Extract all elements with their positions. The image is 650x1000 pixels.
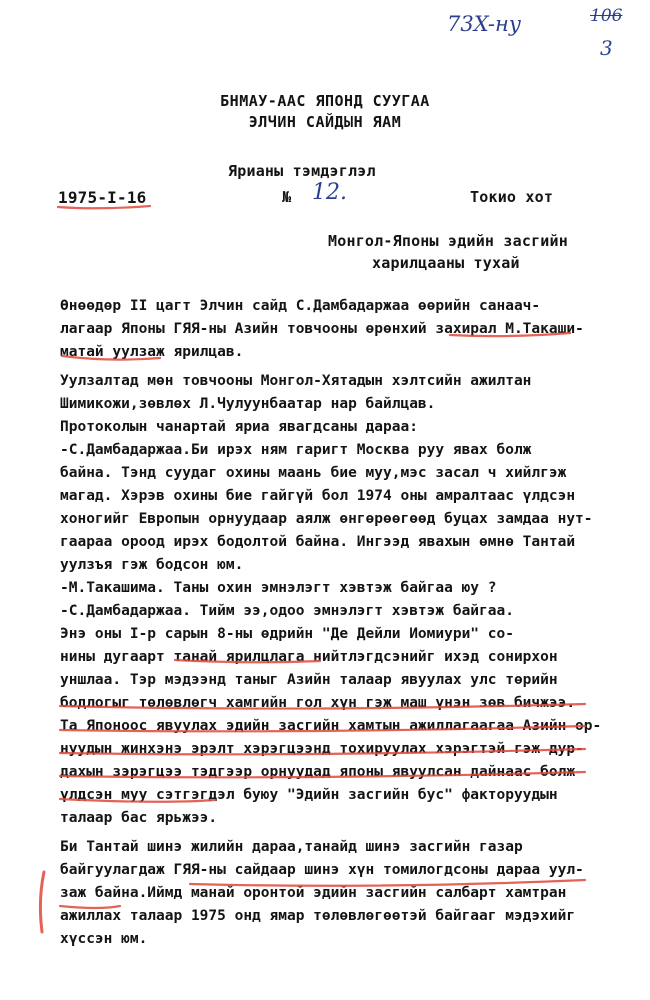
body-line: гаараа ороод ирэх бодолтой байна. Ингээд явахын өмнө Тантай bbox=[60, 534, 576, 550]
body-line: Өнөөдөр II цагт Элчин сайд С.Дамбадаржаа өөрийн санаач- bbox=[60, 298, 541, 314]
document-number: 12. bbox=[312, 180, 347, 205]
number-label: № bbox=[282, 188, 292, 206]
archive-reference: 73X-ну bbox=[447, 12, 522, 36]
body-line: нины дугаарт танай ярилцлага нийтлэгдсэнийг ихэд сонирхон bbox=[60, 649, 558, 665]
document-type: Ярианы тэмдэглэл bbox=[228, 162, 376, 180]
body-line: Энэ оны I-р сарын 8-ны өдрийн "Де Дейли Иомиури" со- bbox=[60, 626, 514, 642]
margin-mark bbox=[40, 872, 44, 932]
body-line: Би Тантай шинэ жилийн дараа,танайд шинэ засгийн газар bbox=[60, 839, 523, 855]
body-line: заж байна.Иймд манай оронтой эдийн засгийн салбарт хамтран bbox=[60, 885, 567, 901]
document-place: Токио хот bbox=[470, 188, 554, 206]
body-text bbox=[60, 295, 640, 951]
body-line: лагаар Японы ГЯЯ-ны Азийн товчооны өрөнхий захирал М.Такаши- bbox=[60, 321, 584, 337]
subject-line2: харилцааны тухай bbox=[372, 254, 520, 272]
old-page-number: 106 bbox=[590, 6, 623, 26]
page-number: 3 bbox=[600, 36, 613, 60]
body-line: хоногийг Европын орнуудаар аялж өнгөрөөгөөд буцах замдаа нут- bbox=[60, 511, 593, 527]
body-line: үлдсэн муу сэтгэгдэл буюу "Эдийн засгийн бус" факторуудын bbox=[60, 787, 558, 803]
embassy-name-line2: ЭЛЧИН САЙДЫН ЯАМ bbox=[248, 113, 402, 131]
body-line: Уулзалтад мөн товчооны Монгол-Хятадын хэлтсийн ажилтан bbox=[60, 373, 532, 389]
body-line: Шимикожи,зөвлөх Л.Чулуунбаатар нар байлцав. bbox=[60, 396, 436, 412]
body-line: бодлогыг төлөвлөгч хамгийн гол хүн гэж маш үнэн зөв бичжээ. bbox=[60, 695, 576, 711]
body-line: матай уулзаж ярилцав. bbox=[60, 344, 244, 360]
body-line: уулзъя гэж бодсон юм. bbox=[60, 557, 244, 573]
body-line: байгуулагдаж ГЯЯ-ны сайдаар шинэ хүн томилогдсоны дараа уул- bbox=[60, 862, 584, 878]
body-line: талаар бас ярьжээ. bbox=[60, 810, 218, 826]
body-line: ажиллах талаар 1975 онд ямар төлөвлөгөөтэй байгааг мэдэхийг bbox=[60, 908, 576, 924]
body-line: -С.Дамбадаржаа.Би ирэх ням гаригт Москва руу явах болж bbox=[60, 442, 532, 458]
body-line: -М.Такашима. Таны охин эмнэлэгт хэвтэж байгаа юу ? bbox=[60, 580, 497, 596]
body-line: хүссэн юм. bbox=[60, 931, 148, 947]
body-line: байна. Тэнд суудаг охины маань бие муу,мэс засал ч хийлгэж bbox=[60, 465, 567, 481]
document-date: 1975-I-16 bbox=[58, 188, 147, 207]
body-line: Та Японоос явуулах эдийн засгийн хамтын ажиллагаагаа Азийн ор- bbox=[60, 718, 602, 734]
body-line: -С.Дамбадаржаа. Тийм ээ,одоо эмнэлэгт хэвтэж байгаа. bbox=[60, 603, 514, 619]
body-line: магад. Хэрэв охины бие гайгүй бол 1974 оны амралтаас үлдсэн bbox=[60, 488, 576, 504]
body-line: уншлаа. Тэр мэдээнд таныг Азийн талаар явуулах улс төрийн bbox=[60, 672, 558, 688]
body-line: дахын зэрэгцээ тэдгээр орнуудад японы явуулсан дайнаас болж bbox=[60, 764, 576, 780]
body-line: Протоколын чанартай яриа явагдсаны дараа: bbox=[60, 419, 418, 435]
subject-line1: Монгол-Японы эдийн засгийн bbox=[328, 232, 568, 250]
embassy-name-line1: БНМАУ-ААС ЯПОНД СУУГАА bbox=[220, 92, 430, 110]
body-line: нуудын жинхэнэ эрэлт хэрэгцээнд тохируулах хэрэгтэй гэж дур- bbox=[60, 741, 584, 757]
